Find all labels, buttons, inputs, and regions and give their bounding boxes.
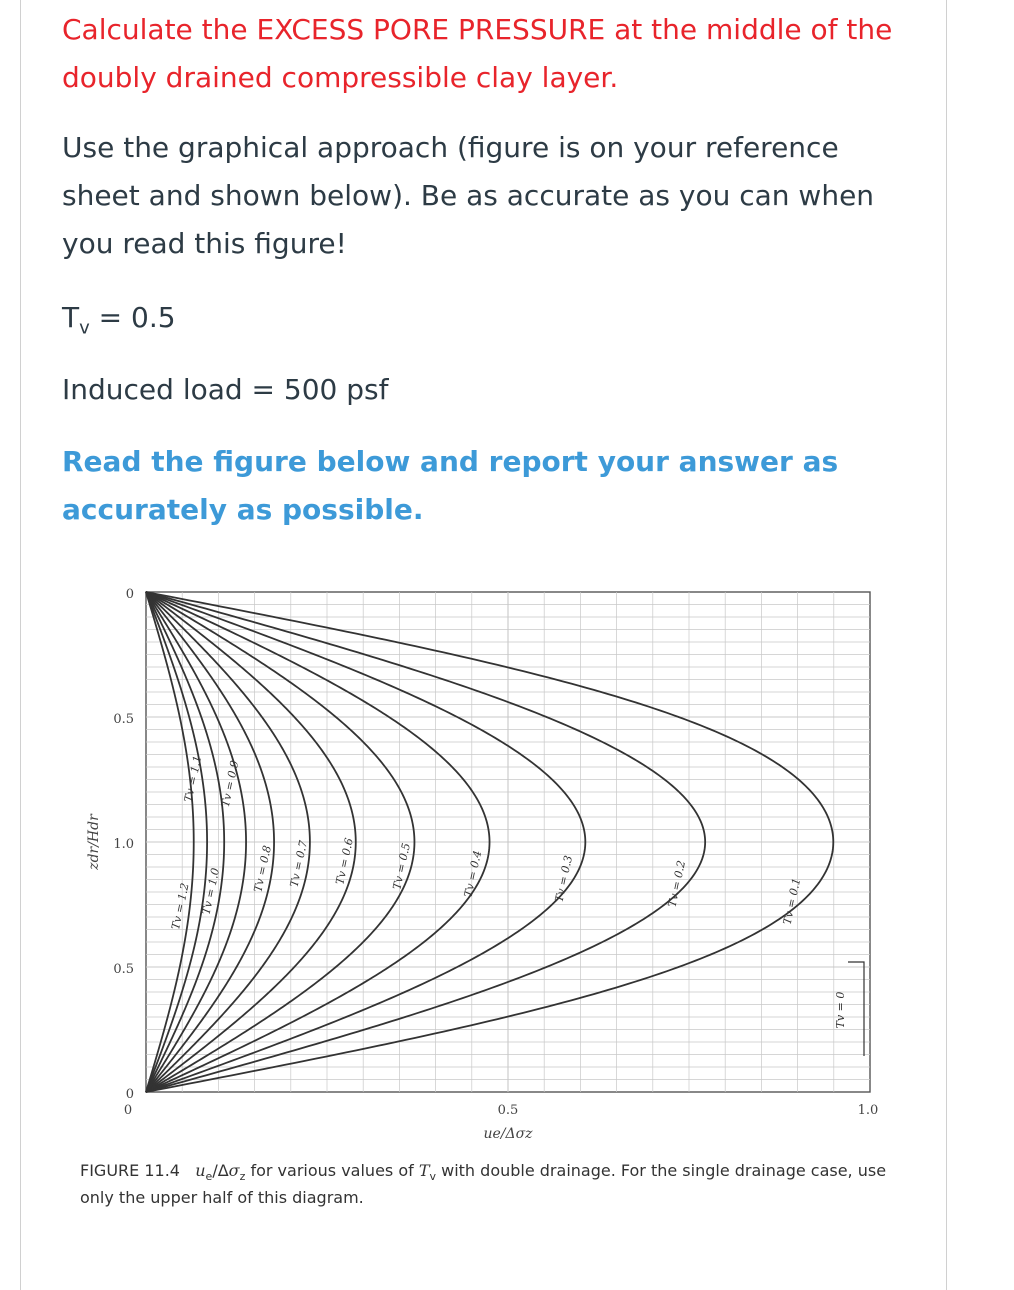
series-label: Tv = 0.3 [552,854,576,904]
series-label: Tv = 1.2 [169,881,192,931]
figure-caption: FIGURE 11.4 $u_e/\Delta\sigma_z$ for various values of $T_v$ with double drainage. For the single drainage case, use only the upper half of this diagram. [80,1161,887,1208]
tv0-label: Tv = 0 [834,991,847,1029]
y-tick-label: 0 [125,1087,134,1102]
x-tick-label: 0.5 [497,1103,519,1118]
given-tv: $T_v = 0.5$ [62,301,176,339]
series-label: Tv = 0.5 [390,841,413,891]
series-label: Tv = 0.1 [780,876,804,926]
question-instruction: Read the figure below and report your answer as accurately as possible. [62,445,839,526]
series-label: Tv = 0.8 [251,844,274,894]
x-tick-label: 0 [123,1103,133,1118]
y-tick-label: 0.5 [113,712,134,727]
x-tick-label: 1.0 [857,1103,879,1118]
x-axis-label: ue/Δσz [483,1126,533,1142]
question-title: Calculate the EXCESS PORE PRESSURE at the middle of the doubly drained compressible clay layer. [62,13,893,94]
y-tick-label: 0 [125,587,134,602]
question-text: Use the graphical approach (figure is on your reference sheet and shown below). Be as accurate as you can when you read this figure! [62,131,875,260]
series-label: Tv = 1.1 [181,754,205,804]
given-load: Induced load = 500 psf [62,373,389,406]
series-label: Tv = 0.7 [287,839,311,889]
y-tick-label: 0.5 [113,962,134,977]
y-tick-label: 1.0 [113,837,134,852]
chart-labels [86,587,878,1142]
series-label: Tv = 0.9 [218,759,242,809]
series-label: Tv = 0.6 [333,836,356,886]
series-label: Tv = 1.0 [199,866,223,916]
series-label: Tv = 0.4 [461,849,485,899]
y-axis-label: zdr/Hdr [86,814,102,870]
series-label: Tv = 0.2 [665,859,689,909]
